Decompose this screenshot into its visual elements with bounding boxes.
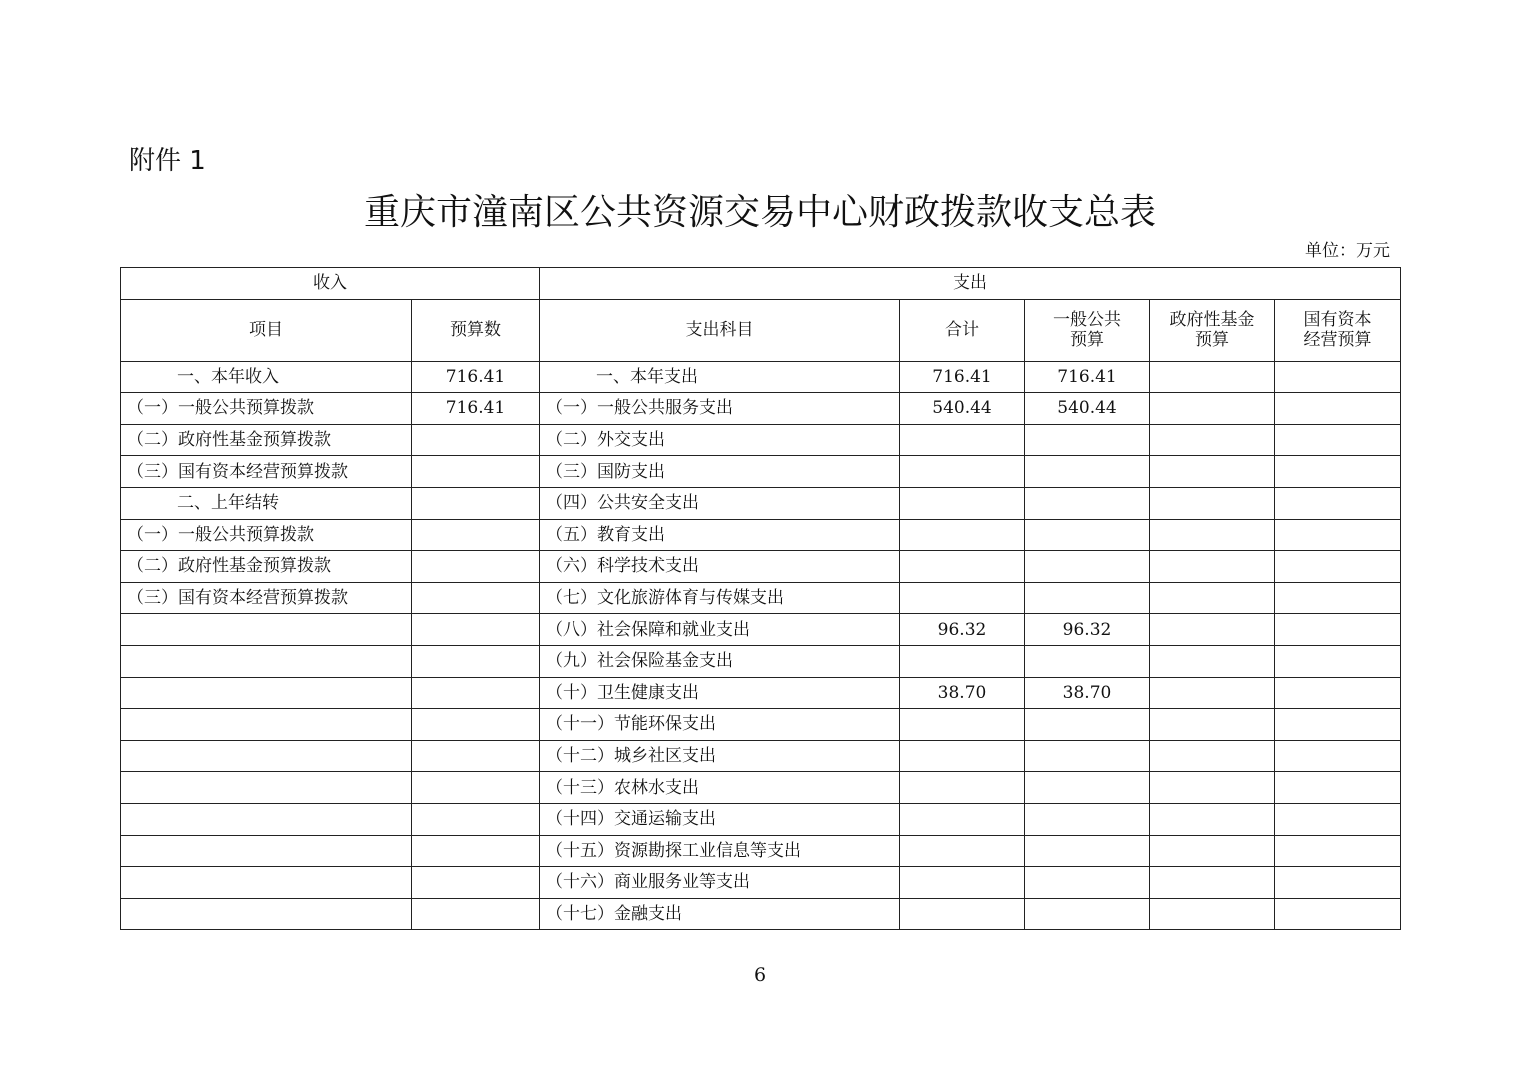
general-public-budget-cell: [1025, 645, 1150, 677]
income-item-cell: （二）政府性基金预算拨款: [121, 551, 412, 583]
table-row: [121, 740, 1401, 772]
income-item-cell: （三）国有资本经营预算拨款: [121, 582, 412, 614]
expense-item-cell: （三）国防支出: [540, 456, 900, 488]
table-row: [121, 456, 1401, 488]
column-header: 支出科目: [540, 299, 900, 361]
income-item-cell: [121, 677, 412, 709]
government-fund-budget-cell: [1150, 551, 1275, 583]
expense-item-cell: （十四）交通运输支出: [540, 803, 900, 835]
table-header-row: [121, 299, 1401, 361]
expense-item-cell: （十七）金融支出: [540, 898, 900, 930]
expense-item-cell: （九）社会保险基金支出: [540, 645, 900, 677]
expense-item-cell: （五）教育支出: [540, 519, 900, 551]
government-fund-budget-cell: [1150, 645, 1275, 677]
state-capital-budget-cell: [1275, 803, 1401, 835]
state-capital-budget-cell: [1275, 898, 1401, 930]
government-fund-budget-cell: [1150, 709, 1275, 741]
income-item-cell: [121, 898, 412, 930]
general-public-budget-cell: [1025, 487, 1150, 519]
government-fund-budget-cell: [1150, 677, 1275, 709]
state-capital-budget-cell: [1275, 582, 1401, 614]
expense-total-cell: [900, 487, 1025, 519]
income-budget-cell: [412, 487, 540, 519]
general-public-budget-cell: [1025, 424, 1150, 456]
table-row: [121, 645, 1401, 677]
expense-header: 支出: [540, 268, 1401, 300]
income-budget-cell: [412, 803, 540, 835]
state-capital-budget-cell: [1275, 393, 1401, 425]
table-row: [121, 803, 1401, 835]
general-public-budget-cell: [1025, 740, 1150, 772]
state-capital-budget-cell: [1275, 424, 1401, 456]
expense-total-cell: [900, 867, 1025, 899]
income-item-cell: [121, 867, 412, 899]
expense-total-cell: [900, 645, 1025, 677]
government-fund-budget-cell: [1150, 772, 1275, 804]
income-item-cell: （三）国有资本经营预算拨款: [121, 456, 412, 488]
government-fund-budget-cell: [1150, 867, 1275, 899]
government-fund-budget-cell: [1150, 803, 1275, 835]
column-header: 合计: [900, 299, 1025, 361]
unit-label: 单位：万元: [1305, 241, 1390, 261]
table-row: [121, 424, 1401, 456]
expense-item-cell: （二）外交支出: [540, 424, 900, 456]
table-row: [121, 867, 1401, 899]
income-budget-cell: [412, 709, 540, 741]
expense-item-cell: （一）一般公共服务支出: [540, 393, 900, 425]
expense-total-cell: [900, 898, 1025, 930]
table-header-group-row: [121, 268, 1401, 300]
expense-item-cell: （七）文化旅游体育与传媒支出: [540, 582, 900, 614]
income-item-cell: [121, 835, 412, 867]
expense-total-cell: [900, 582, 1025, 614]
general-public-budget-cell: 38.70: [1025, 677, 1150, 709]
table-row: [121, 835, 1401, 867]
general-public-budget-cell: [1025, 772, 1150, 804]
table-row: [121, 487, 1401, 519]
expense-item-cell: （十六）商业服务业等支出: [540, 867, 900, 899]
general-public-budget-cell: [1025, 582, 1150, 614]
column-header: 国有资本 经营预算: [1275, 299, 1401, 361]
state-capital-budget-cell: [1275, 361, 1401, 393]
general-public-budget-cell: [1025, 835, 1150, 867]
expense-item-cell: （四）公共安全支出: [540, 487, 900, 519]
expense-total-cell: [900, 709, 1025, 741]
income-budget-cell: [412, 519, 540, 551]
general-public-budget-cell: 96.32: [1025, 614, 1150, 646]
table-row: [121, 582, 1401, 614]
general-public-budget-cell: [1025, 867, 1150, 899]
expense-item-cell: （十二）城乡社区支出: [540, 740, 900, 772]
expense-total-cell: [900, 803, 1025, 835]
income-item-cell: （一）一般公共预算拨款: [121, 393, 412, 425]
income-item-cell: [121, 614, 412, 646]
income-budget-cell: [412, 551, 540, 583]
state-capital-budget-cell: [1275, 645, 1401, 677]
expense-item-cell: （六）科学技术支出: [540, 551, 900, 583]
state-capital-budget-cell: [1275, 614, 1401, 646]
income-budget-cell: [412, 645, 540, 677]
income-budget-cell: [412, 582, 540, 614]
column-header: 预算数: [412, 299, 540, 361]
attachment-label: 附件 1: [129, 146, 206, 176]
expense-total-cell: 716.41: [900, 361, 1025, 393]
income-budget-cell: 716.41: [412, 361, 540, 393]
state-capital-budget-cell: [1275, 487, 1401, 519]
government-fund-budget-cell: [1150, 898, 1275, 930]
table-row: [121, 709, 1401, 741]
state-capital-budget-cell: [1275, 519, 1401, 551]
expense-total-cell: [900, 456, 1025, 488]
income-item-cell: 一、本年收入: [121, 361, 412, 393]
income-budget-cell: [412, 835, 540, 867]
government-fund-budget-cell: [1150, 582, 1275, 614]
income-item-cell: [121, 740, 412, 772]
government-fund-budget-cell: [1150, 424, 1275, 456]
expense-item-cell: （十五）资源勘探工业信息等支出: [540, 835, 900, 867]
table-row: [121, 393, 1401, 425]
general-public-budget-cell: [1025, 803, 1150, 835]
income-item-cell: （二）政府性基金预算拨款: [121, 424, 412, 456]
table-row: [121, 898, 1401, 930]
government-fund-budget-cell: [1150, 456, 1275, 488]
general-public-budget-cell: [1025, 519, 1150, 551]
income-budget-cell: [412, 456, 540, 488]
expense-total-cell: [900, 772, 1025, 804]
general-public-budget-cell: [1025, 456, 1150, 488]
expense-item-cell: 一、本年支出: [540, 361, 900, 393]
state-capital-budget-cell: [1275, 867, 1401, 899]
general-public-budget-cell: [1025, 709, 1150, 741]
expense-item-cell: （十三）农林水支出: [540, 772, 900, 804]
column-header: 项目: [121, 299, 412, 361]
income-budget-cell: [412, 898, 540, 930]
state-capital-budget-cell: [1275, 456, 1401, 488]
state-capital-budget-cell: [1275, 740, 1401, 772]
income-header: 收入: [121, 268, 540, 300]
expense-item-cell: （十）卫生健康支出: [540, 677, 900, 709]
government-fund-budget-cell: [1150, 519, 1275, 551]
expense-item-cell: （十一）节能环保支出: [540, 709, 900, 741]
income-budget-cell: [412, 424, 540, 456]
government-fund-budget-cell: [1150, 614, 1275, 646]
page-title: 重庆市潼南区公共资源交易中心财政拨款收支总表: [363, 192, 1156, 233]
government-fund-budget-cell: [1150, 361, 1275, 393]
income-budget-cell: [412, 740, 540, 772]
income-budget-cell: [412, 867, 540, 899]
income-item-cell: [121, 645, 412, 677]
state-capital-budget-cell: [1275, 551, 1401, 583]
government-fund-budget-cell: [1150, 835, 1275, 867]
government-fund-budget-cell: [1150, 740, 1275, 772]
expense-total-cell: [900, 835, 1025, 867]
government-fund-budget-cell: [1150, 487, 1275, 519]
fiscal-summary-table: [120, 267, 1401, 930]
table-row: [121, 677, 1401, 709]
state-capital-budget-cell: [1275, 709, 1401, 741]
expense-total-cell: 540.44: [900, 393, 1025, 425]
table-row: [121, 519, 1401, 551]
general-public-budget-cell: 716.41: [1025, 361, 1150, 393]
expense-total-cell: [900, 740, 1025, 772]
income-budget-cell: [412, 772, 540, 804]
table-row: [121, 361, 1401, 393]
income-budget-cell: [412, 614, 540, 646]
expense-total-cell: [900, 519, 1025, 551]
table-row: [121, 551, 1401, 583]
state-capital-budget-cell: [1275, 835, 1401, 867]
general-public-budget-cell: [1025, 551, 1150, 583]
income-item-cell: [121, 772, 412, 804]
table-row: [121, 772, 1401, 804]
income-budget-cell: 716.41: [412, 393, 540, 425]
income-item-cell: （一）一般公共预算拨款: [121, 519, 412, 551]
expense-total-cell: 38.70: [900, 677, 1025, 709]
income-item-cell: [121, 709, 412, 741]
income-item-cell: [121, 803, 412, 835]
income-budget-cell: [412, 677, 540, 709]
expense-total-cell: 96.32: [900, 614, 1025, 646]
government-fund-budget-cell: [1150, 393, 1275, 425]
expense-item-cell: （八）社会保障和就业支出: [540, 614, 900, 646]
general-public-budget-cell: 540.44: [1025, 393, 1150, 425]
state-capital-budget-cell: [1275, 677, 1401, 709]
column-header: 一般公共 预算: [1025, 299, 1150, 361]
table-row: [121, 614, 1401, 646]
expense-total-cell: [900, 424, 1025, 456]
column-header: 政府性基金 预算: [1150, 299, 1275, 361]
expense-total-cell: [900, 551, 1025, 583]
general-public-budget-cell: [1025, 898, 1150, 930]
income-item-cell: 二、上年结转: [121, 487, 412, 519]
state-capital-budget-cell: [1275, 772, 1401, 804]
page-number: 6: [753, 964, 767, 986]
